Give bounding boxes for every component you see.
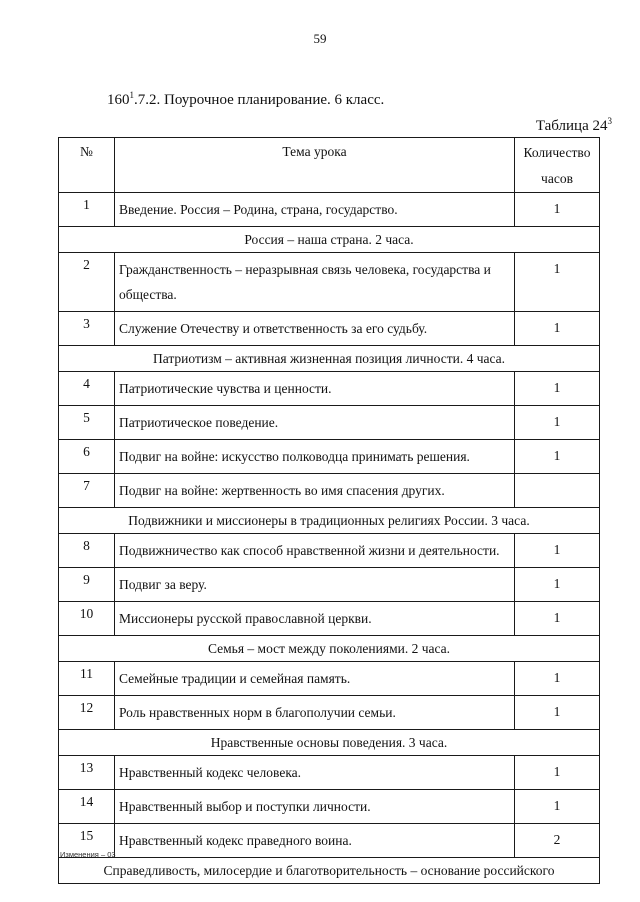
lesson-hours: 1: [515, 440, 600, 474]
lesson-topic: Подвиг за веру.: [115, 568, 515, 602]
lesson-hours: 1: [515, 312, 600, 346]
lesson-number: 8: [59, 534, 115, 568]
lesson-hours: 1: [515, 662, 600, 696]
table-row: [59, 568, 600, 602]
table-row: [59, 824, 600, 858]
lesson-number: 2: [59, 253, 115, 312]
header-num: №: [59, 138, 115, 193]
lesson-hours: 1: [515, 372, 600, 406]
lesson-topic: Роль нравственных норм в благополучии семьи.: [115, 696, 515, 730]
lesson-hours: 1: [515, 568, 600, 602]
table-body: [59, 193, 600, 884]
lesson-hours: 1: [515, 253, 600, 312]
page-number: 59: [313, 31, 327, 46]
section-title-suffix: .7.2. Поурочное планирование. 6 класс.: [134, 92, 385, 108]
lesson-hours: 1: [515, 756, 600, 790]
lesson-topic: Подвиг на войне: искусство полководца принимать решения.: [115, 440, 515, 474]
lesson-number: 7: [59, 474, 115, 508]
lesson-topic: Нравственный кодекс человека.: [115, 756, 515, 790]
lesson-number: 15: [59, 824, 115, 858]
lesson-topic: Нравственный выбор и поступки личности.: [115, 790, 515, 824]
header-topic: Тема урока: [115, 138, 515, 193]
lesson-hours: [515, 474, 600, 508]
lesson-hours: 1: [515, 696, 600, 730]
lesson-number: 10: [59, 602, 115, 636]
section-heading: Подвижники и миссионеры в традиционных религиях России. 3 часа.: [59, 508, 600, 534]
table-row: [59, 372, 600, 406]
lesson-hours: 1: [515, 790, 600, 824]
section-heading: Семья – мост между поколениями. 2 часа.: [59, 636, 600, 662]
table-header-row: [59, 138, 600, 193]
lesson-number: 6: [59, 440, 115, 474]
lesson-number: 12: [59, 696, 115, 730]
lesson-hours: 2: [515, 824, 600, 858]
table-section-row: [59, 227, 600, 253]
header-hours: [515, 138, 600, 193]
table-row: [59, 662, 600, 696]
table-row: [59, 312, 600, 346]
table-label-text: Таблица 24: [535, 118, 608, 134]
lesson-number: 3: [59, 312, 115, 346]
table-row: [59, 602, 600, 636]
lesson-number: 14: [59, 790, 115, 824]
table-row: [59, 790, 600, 824]
table-row: [59, 534, 600, 568]
lesson-topic: Патриотические чувства и ценности.: [115, 372, 515, 406]
table-row: [59, 474, 600, 508]
header-hours-line1: Количество: [523, 145, 591, 160]
lesson-topic: Миссионеры русской православной церкви.: [115, 602, 515, 636]
table-row: [59, 440, 600, 474]
lesson-plan-table: [58, 137, 600, 884]
section-heading: Патриотизм – активная жизненная позиция личности. 4 часа.: [59, 346, 600, 372]
table-row: [59, 406, 600, 440]
lesson-number: 5: [59, 406, 115, 440]
section-heading: Справедливость, милосердие и благотворительность – основание российского: [59, 858, 600, 884]
section-heading: Россия – наша страна. 2 часа.: [59, 227, 600, 253]
table-row: [59, 696, 600, 730]
footer-note: Изменения – 03: [60, 850, 116, 859]
lesson-number: 9: [59, 568, 115, 602]
section-heading: Нравственные основы поведения. 3 часа.: [59, 730, 600, 756]
section-title-superscript: 1: [129, 90, 134, 100]
table-row: [59, 253, 600, 312]
table-label: [536, 116, 612, 135]
table-section-row: [59, 730, 600, 756]
section-title-prefix: 160: [107, 92, 130, 108]
lesson-hours: 1: [515, 193, 600, 227]
lesson-topic: Патриотическое поведение.: [115, 406, 515, 440]
lesson-hours: 1: [515, 534, 600, 568]
table-row: [59, 756, 600, 790]
lesson-hours: 1: [515, 406, 600, 440]
lesson-hours: 1: [515, 602, 600, 636]
lesson-topic: Введение. Россия – Родина, страна, государство.: [115, 193, 515, 227]
lesson-topic: Подвиг на войне: жертвенность во имя спасения других.: [115, 474, 515, 508]
lesson-topic: Гражданственность – неразрывная связь человека, государства и общества.: [115, 253, 515, 312]
table-label-superscript: 3: [607, 116, 612, 126]
table-section-row: [59, 346, 600, 372]
table-row: [59, 193, 600, 227]
lesson-number: 13: [59, 756, 115, 790]
lesson-topic: Нравственный кодекс праведного воина.: [115, 824, 515, 858]
table-section-row: [59, 858, 600, 884]
lesson-number: 11: [59, 662, 115, 696]
lesson-topic: Семейные традиции и семейная память.: [115, 662, 515, 696]
table-section-row: [59, 636, 600, 662]
lesson-number: 4: [59, 372, 115, 406]
header-hours-line2: часов: [541, 171, 573, 186]
table-section-row: [59, 508, 600, 534]
section-title: [107, 90, 384, 109]
lesson-number: 1: [59, 193, 115, 227]
lesson-topic: Подвижничество как способ нравственной жизни и деятельности.: [115, 534, 515, 568]
lesson-topic: Служение Отечеству и ответственность за его судьбу.: [115, 312, 515, 346]
